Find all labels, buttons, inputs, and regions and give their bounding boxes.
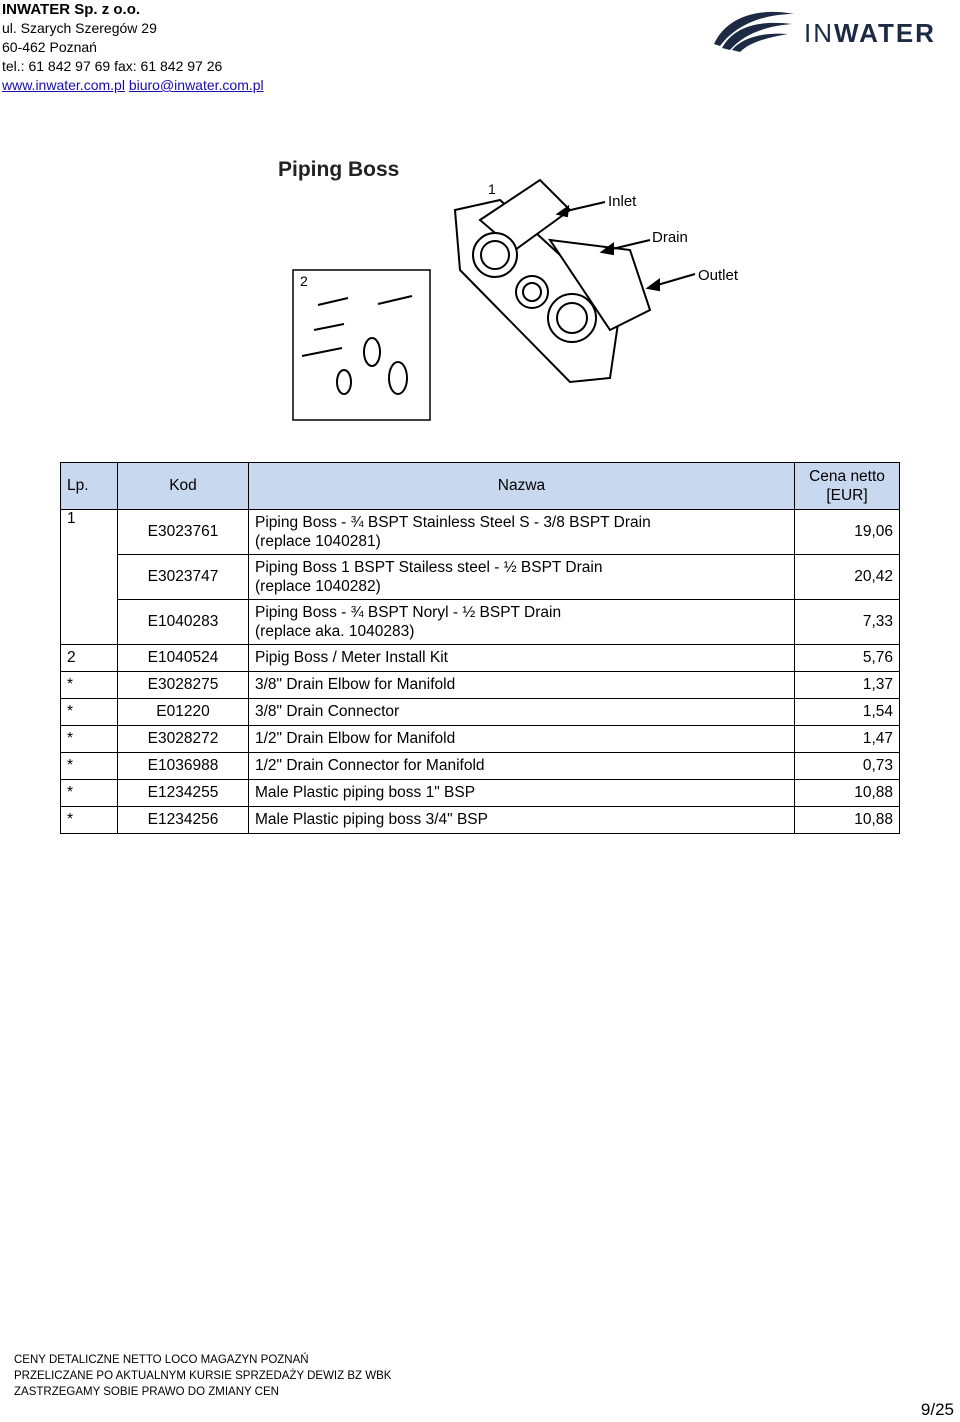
company-street: ul. Szarych Szeregów 29 bbox=[2, 20, 157, 36]
footer-line-1: CENY DETALICZNE NETTO LOCO MAGAZYN POZNAŃ bbox=[14, 1354, 309, 1366]
cell-price: 19,06 bbox=[795, 510, 900, 555]
cell-kod: E3028272 bbox=[118, 726, 249, 753]
header-lp: Lp. bbox=[61, 463, 118, 510]
logo-swoosh-icon bbox=[708, 4, 798, 52]
page-number: 9/25 bbox=[920, 1400, 954, 1419]
cell-price: 10,88 bbox=[795, 780, 900, 807]
cell-kod: E3023761 bbox=[118, 510, 249, 555]
piping-boss-illustration bbox=[270, 150, 750, 430]
piping-boss-drawing bbox=[270, 150, 750, 430]
cell-kod: E1036988 bbox=[118, 753, 249, 780]
table-row bbox=[61, 645, 900, 672]
website-link[interactable]: www.inwater.com.pl bbox=[2, 77, 125, 93]
cell-lp: 2 bbox=[61, 645, 118, 672]
company-name: INWATER Sp. z o.o. bbox=[2, 1, 141, 18]
cell-nazwa: 1/2" Drain Elbow for Manifold bbox=[249, 726, 795, 753]
footer-line-2: PRZELICZANE PO AKTUALNYM KURSIE SPRZEDAŻY DEWIZ BZ WBK bbox=[14, 1370, 392, 1382]
cell-price: 1,47 bbox=[795, 726, 900, 753]
callout-2: 2 bbox=[300, 273, 308, 289]
cell-lp: * bbox=[61, 807, 118, 834]
cell-price: 0,73 bbox=[795, 753, 900, 780]
table-row bbox=[61, 672, 900, 699]
header-kod: Kod bbox=[118, 463, 249, 510]
cell-lp: * bbox=[61, 672, 118, 699]
cell-lp: * bbox=[61, 780, 118, 807]
table-row bbox=[61, 726, 900, 753]
cell-nazwa: 3/8" Drain Connector bbox=[249, 699, 795, 726]
company-phone: tel.: 61 842 97 69 fax: 61 842 97 26 bbox=[2, 58, 223, 74]
price-footer-notes bbox=[14, 1352, 391, 1400]
cell-price: 1,54 bbox=[795, 699, 900, 726]
cell-kod: E1234255 bbox=[118, 780, 249, 807]
cell-nazwa: Piping Boss - ¾ BSPT Stainless Steel S - 3/8 BSPT Drain (replace 1040281) bbox=[249, 510, 795, 555]
inlet-label: Inlet bbox=[608, 193, 637, 210]
table-row bbox=[61, 510, 900, 555]
cell-nazwa: 1/2" Drain Connector for Manifold bbox=[249, 753, 795, 780]
inwater-logo bbox=[708, 4, 958, 52]
cell-nazwa: Pipig Boss / Meter Install Kit bbox=[249, 645, 795, 672]
email-link[interactable]: biuro@inwater.com.pl bbox=[128, 77, 264, 93]
header-nazwa: Nazwa bbox=[249, 463, 795, 510]
table-row bbox=[61, 780, 900, 807]
cell-kod: E01220 bbox=[118, 699, 249, 726]
cell-price: 5,76 bbox=[795, 645, 900, 672]
header-cena: Cena netto [EUR] bbox=[795, 463, 900, 510]
cell-kod: E1040524 bbox=[118, 645, 249, 672]
cell-nazwa: Piping Boss - ¾ BSPT Noryl - ½ BSPT Drain (replace aka. 1040283) bbox=[249, 600, 795, 645]
logo-wordmark: INWATER bbox=[804, 18, 936, 48]
footer-line-3: ZASTRZEGAMY SOBIE PRAWO DO ZMIANY CEN bbox=[14, 1386, 279, 1398]
cell-price: 1,37 bbox=[795, 672, 900, 699]
table-row bbox=[61, 600, 900, 645]
cell-kod: E3028275 bbox=[118, 672, 249, 699]
drain-label: Drain bbox=[652, 229, 688, 246]
price-table bbox=[60, 462, 900, 834]
cell-price: 7,33 bbox=[795, 600, 900, 645]
outlet-label: Outlet bbox=[698, 267, 739, 284]
cell-lp: * bbox=[61, 699, 118, 726]
table-row bbox=[61, 807, 900, 834]
cell-lp: * bbox=[61, 726, 118, 753]
table-header-row bbox=[61, 463, 900, 510]
callout-1: 1 bbox=[488, 181, 496, 197]
company-city: 60-462 Poznań bbox=[2, 39, 97, 55]
cell-nazwa: Male Plastic piping boss 1" BSP bbox=[249, 780, 795, 807]
table-row bbox=[61, 753, 900, 780]
table-row bbox=[61, 699, 900, 726]
cell-price: 10,88 bbox=[795, 807, 900, 834]
cell-lp: * bbox=[61, 753, 118, 780]
cell-nazwa: Piping Boss 1 BSPT Stailess steel - ½ BSPT Drain (replace 1040282) bbox=[249, 555, 795, 600]
cell-kod: E1234256 bbox=[118, 807, 249, 834]
cell-lp: 1 bbox=[61, 510, 118, 645]
cell-kod: E3023747 bbox=[118, 555, 249, 600]
table-row bbox=[61, 555, 900, 600]
cell-nazwa: 3/8" Drain Elbow for Manifold bbox=[249, 672, 795, 699]
cell-nazwa: Male Plastic piping boss 3/4" BSP bbox=[249, 807, 795, 834]
cell-price: 20,42 bbox=[795, 555, 900, 600]
drawing-title: Piping Boss bbox=[278, 158, 400, 181]
cell-kod: E1040283 bbox=[118, 600, 249, 645]
company-info bbox=[2, 0, 264, 95]
